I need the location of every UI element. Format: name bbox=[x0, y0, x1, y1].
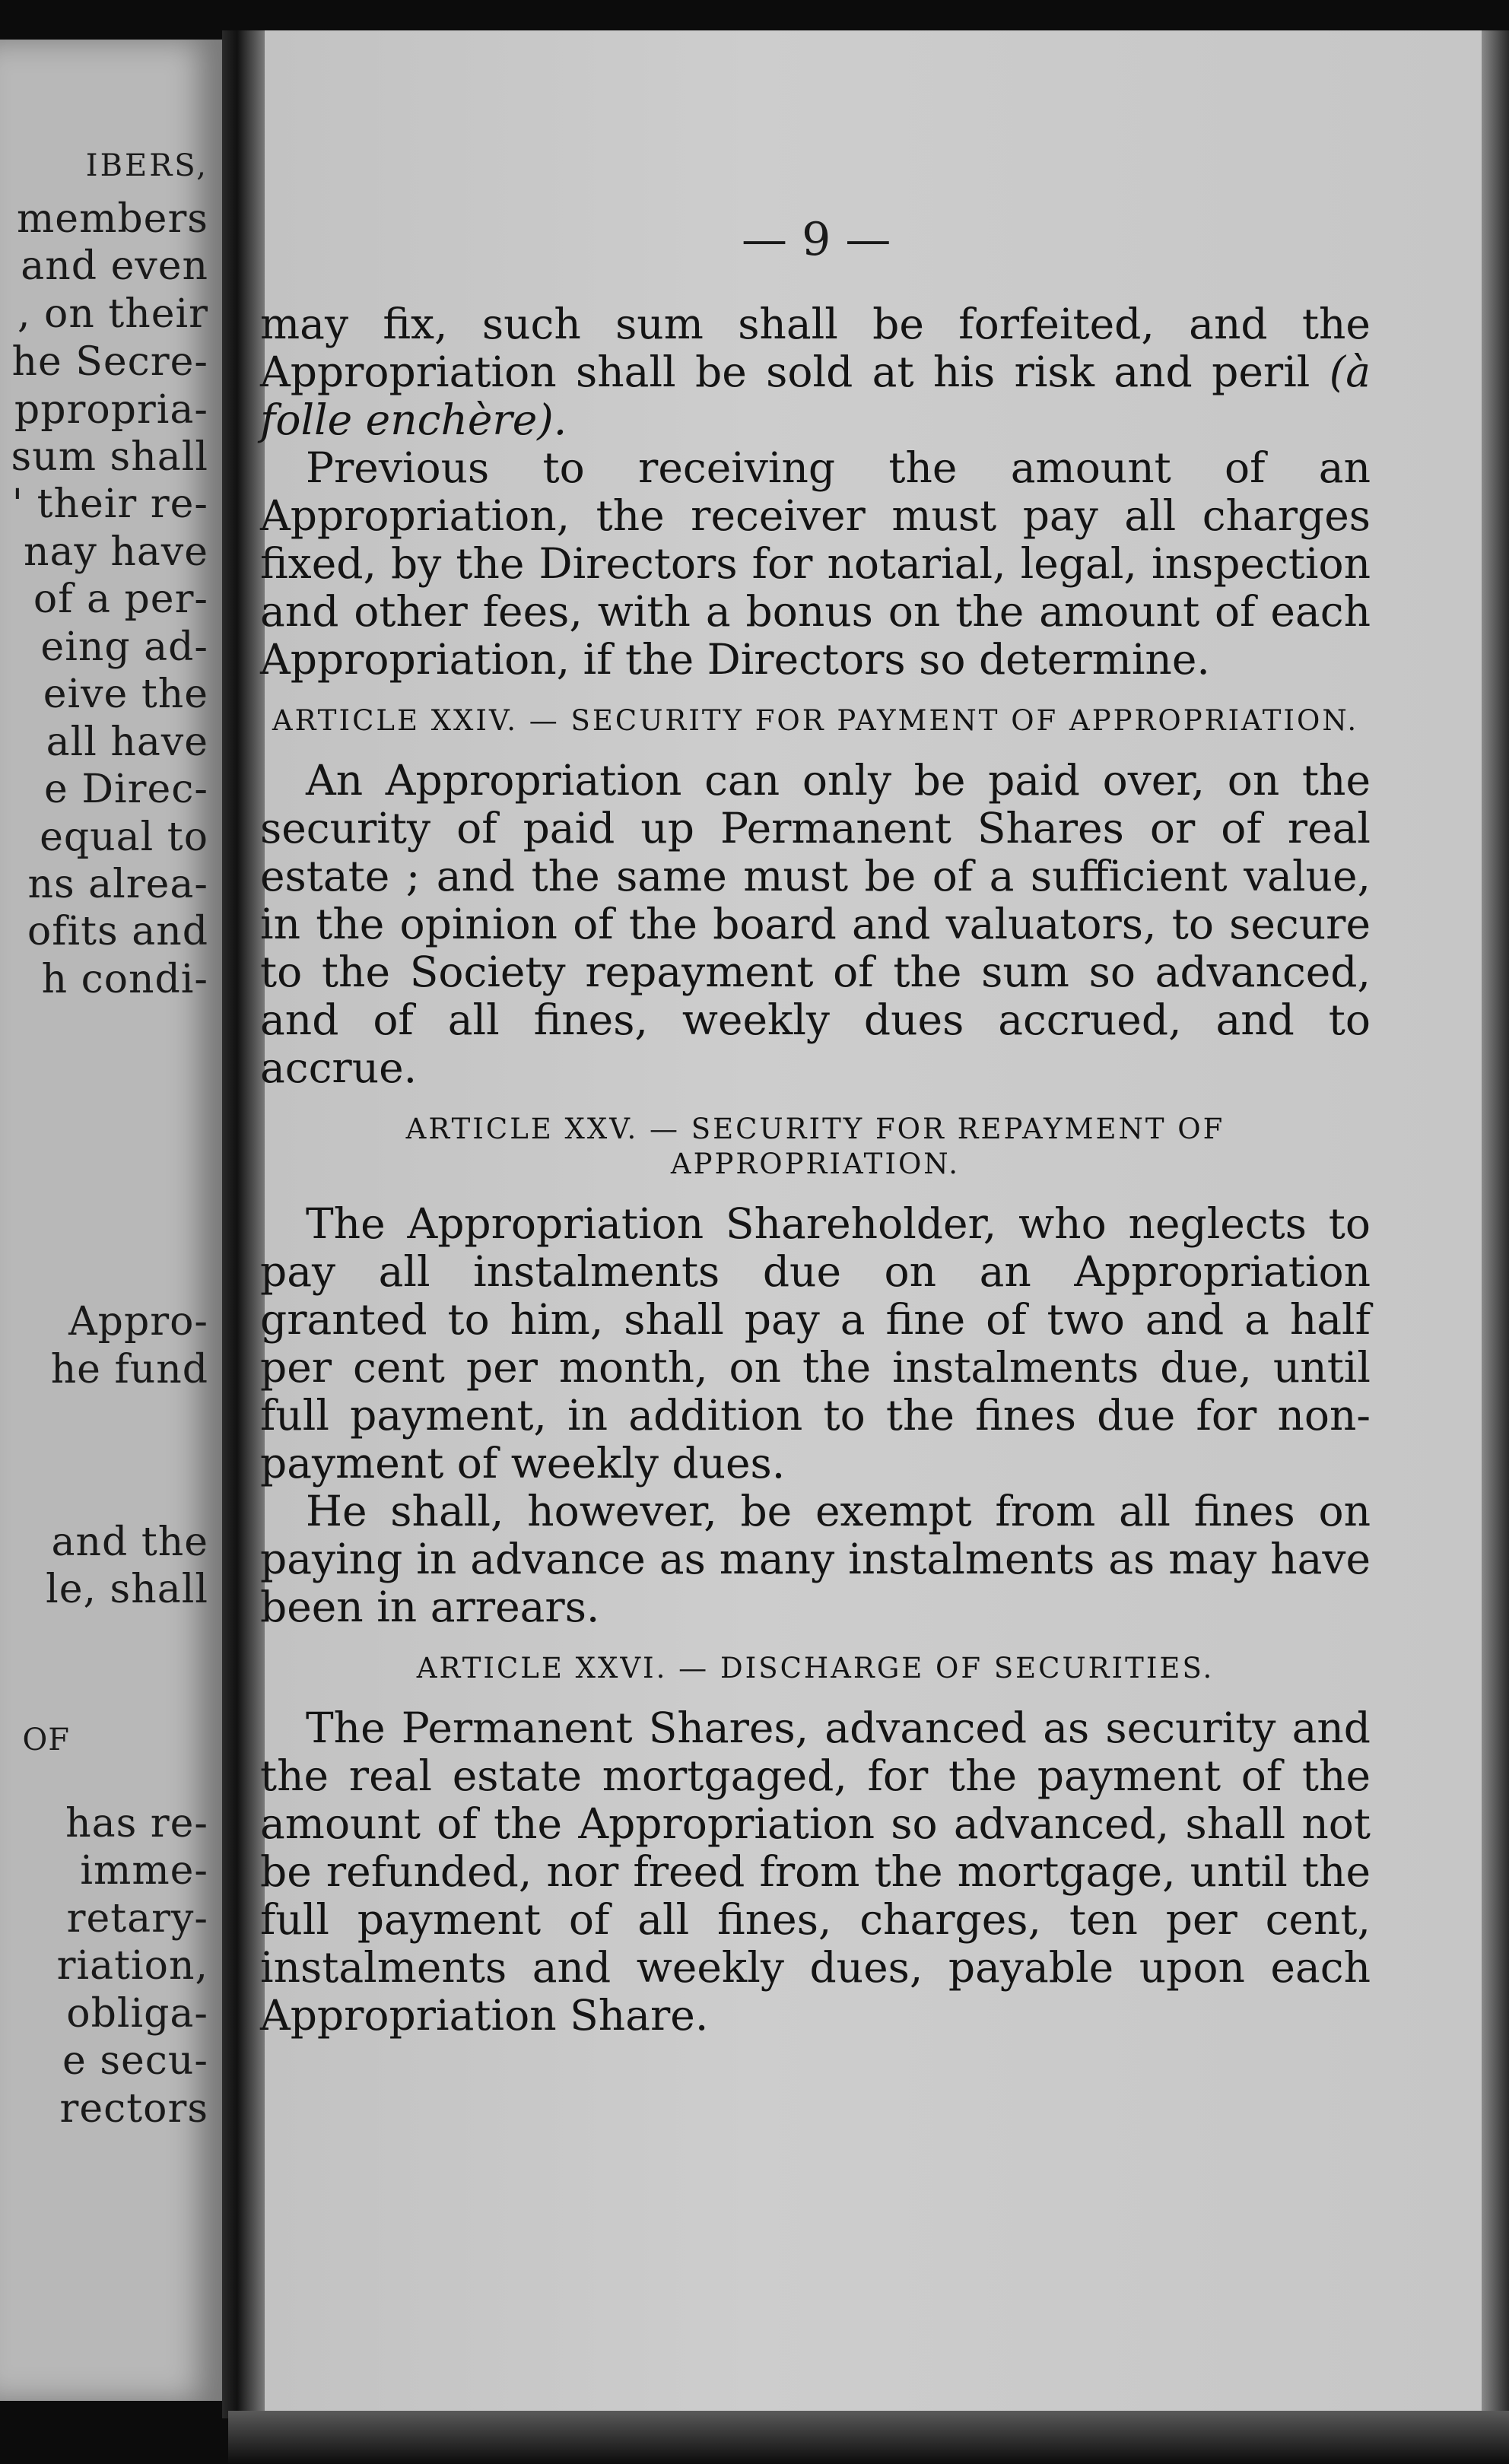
french-phrase: (à folle enchère). bbox=[260, 348, 1371, 444]
article-25-text: The Appropriation Shareholder, who neglects to pay all instalments due on an Appropriation granted to him, shall pay a fine of two and a half per cent per month, on the instalments due, until full payment, in addition to the fines due for non-payment of weekly dues. bbox=[260, 1199, 1371, 1488]
left-line: ofits and bbox=[27, 909, 208, 954]
left-line: retary- bbox=[66, 1896, 208, 1942]
left-line: e Direc- bbox=[44, 767, 208, 812]
left-line: and the bbox=[51, 1519, 208, 1565]
left-page-fragment bbox=[0, 40, 222, 2401]
page-number: — 9 — bbox=[742, 213, 891, 266]
left-line: he Secre- bbox=[11, 339, 208, 385]
article-25-text-2: He shall, however, be exempt from all fines on paying in advance as many instalments as may have been in arrears. bbox=[260, 1487, 1371, 1631]
page-text bbox=[260, 300, 1371, 2040]
article-24-heading: ARTICLE XXIV. — SECURITY FOR PAYMENT OF APPROPRIATION. bbox=[272, 704, 1359, 737]
left-line: sum shall bbox=[11, 434, 208, 480]
left-line: members bbox=[17, 196, 208, 242]
page-edge bbox=[1482, 30, 1509, 2426]
left-line: has re- bbox=[65, 1801, 208, 1846]
left-line: , on their bbox=[17, 291, 208, 337]
left-line: e secu- bbox=[62, 2038, 208, 2084]
paragraph-fees: Previous to receiving the amount of an Appropriation, the receiver must pay all charges fixed, by the Directors for notarial, legal, inspection and other fees, with a bonus on the amount of each Appropriation, if the Directors so determine. bbox=[260, 443, 1371, 684]
article-26-text: The Permanent Shares, advanced as security and the real estate mortgaged, for the payment of the amount of the Appropriation so advanced, shall not be refunded, nor freed from the mortgage, until the full payment of all fines, charges, ten per cent, instalments and weekly dues, payable upon each Appropriation Share. bbox=[260, 1704, 1371, 2040]
left-line: Appro- bbox=[68, 1299, 208, 1345]
book-gutter bbox=[222, 30, 265, 2418]
left-line: OF bbox=[22, 1723, 70, 1758]
page-bottom-edge bbox=[228, 2411, 1509, 2464]
left-line: he fund bbox=[50, 1347, 208, 1392]
left-line: h condi- bbox=[41, 957, 208, 1002]
paragraph-text: may fix, such sum shall be forfeited, and the Appropriation shall be sold at his risk and peril bbox=[260, 300, 1371, 396]
left-line: and even bbox=[21, 243, 208, 289]
left-line: of a per- bbox=[33, 576, 208, 622]
left-line: imme- bbox=[80, 1848, 208, 1894]
article-24-text: An Appropriation can only be paid over, on the security of paid up Permanent Shares or of real estate ; and the same must be of a sufficient value, in the opinion of the board and valuators, to secure to the Society repayment of the sum so advanced, and of all fines, weekly dues accrued, and to accrue. bbox=[260, 756, 1371, 1092]
left-line: eive the bbox=[43, 672, 208, 717]
left-line: rectors bbox=[59, 2086, 208, 2132]
paragraph-continuation bbox=[260, 300, 1371, 444]
left-line: le, shall bbox=[46, 1567, 208, 1612]
left-line: ppropria- bbox=[14, 387, 208, 433]
left-line: riation, bbox=[56, 1943, 208, 1989]
left-line: eing ad- bbox=[40, 624, 208, 670]
left-line: ' their re- bbox=[11, 481, 208, 527]
left-line: equal to bbox=[40, 814, 208, 860]
article-26-heading: ARTICLE XXVI. — DISCHARGE OF SECURITIES. bbox=[416, 1652, 1215, 1684]
left-line: nay have bbox=[23, 529, 208, 575]
left-line: ns alrea- bbox=[27, 862, 208, 907]
left-line: all have bbox=[46, 719, 208, 765]
article-25-heading: ARTICLE XXV. — SECURITY FOR REPAYMENT OF APPROPRIATION. bbox=[405, 1113, 1225, 1180]
left-line: IBERS, bbox=[85, 148, 208, 183]
left-line: obliga- bbox=[66, 1991, 208, 2037]
